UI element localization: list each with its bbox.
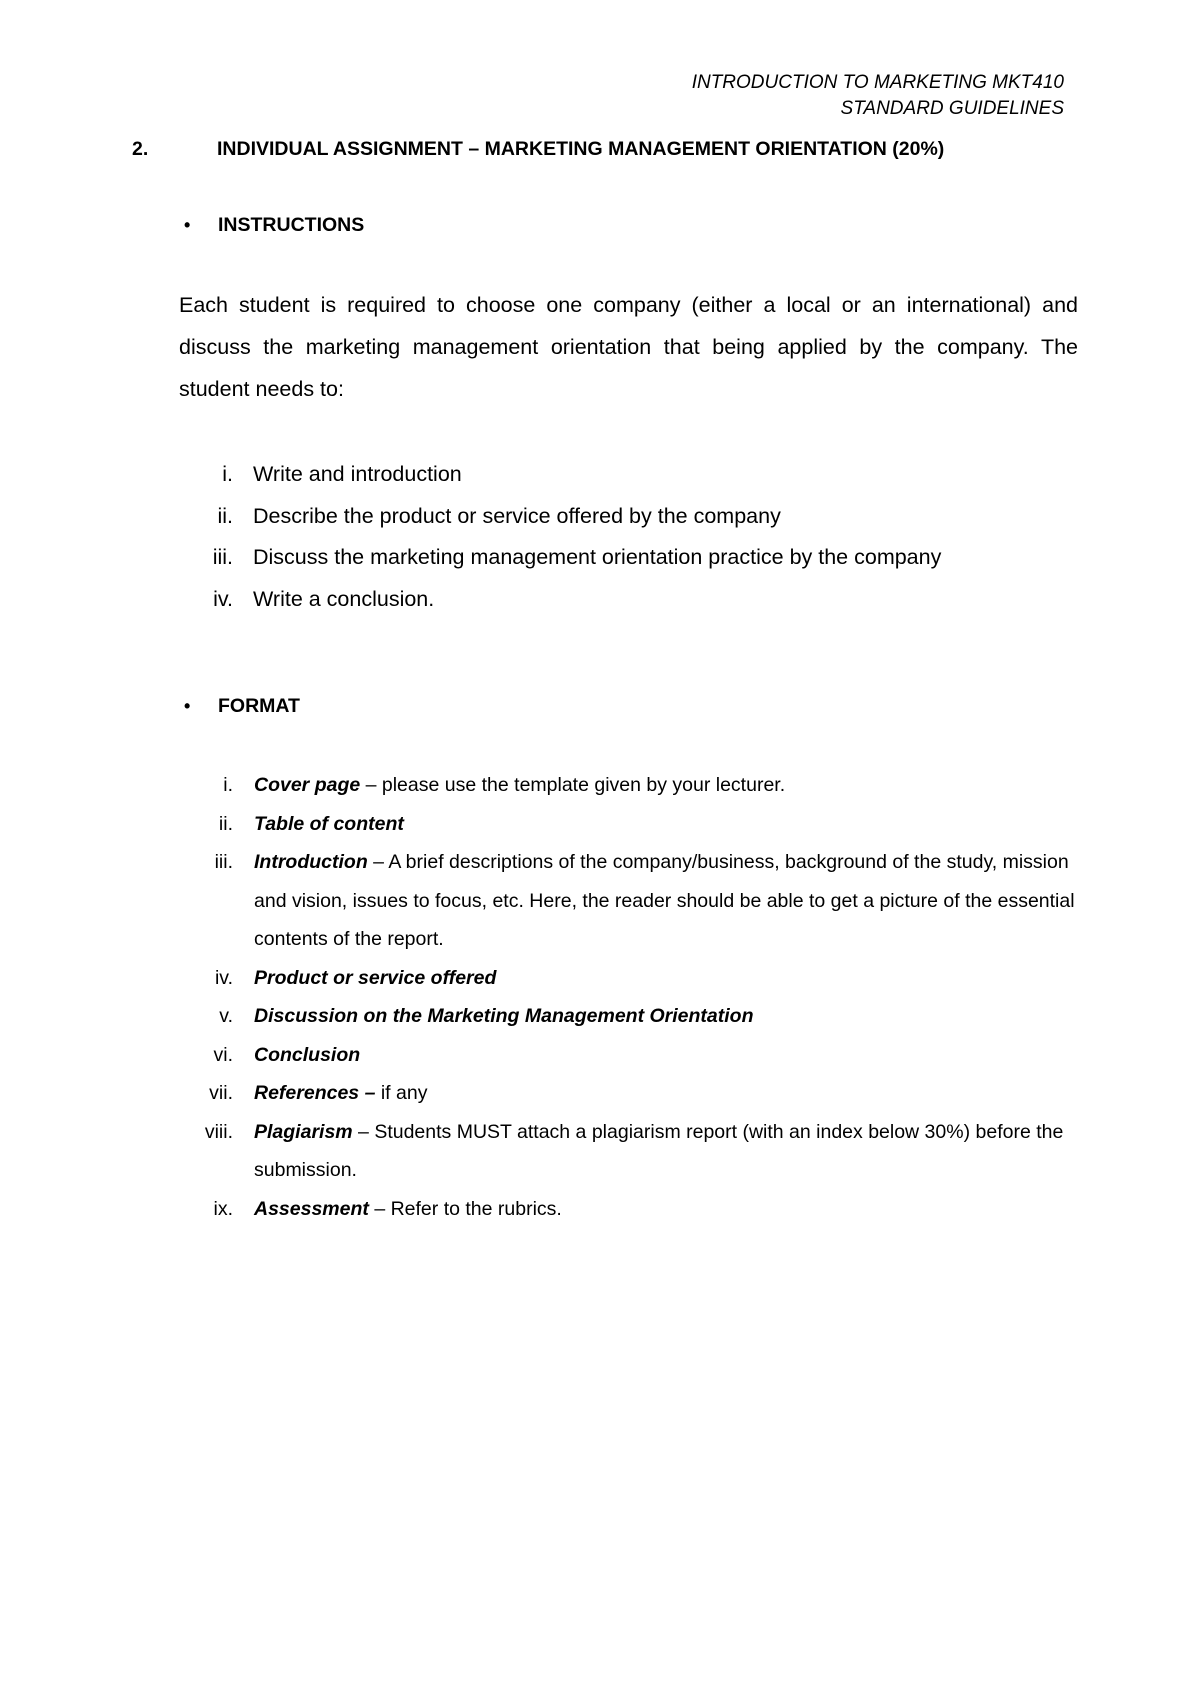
list-item <box>180 496 941 538</box>
list-marker: ii. <box>217 503 233 528</box>
instructions-heading-text: INSTRUCTIONS <box>218 214 365 236</box>
list-item-text: Describe the product or service offered by the company <box>253 503 781 528</box>
list-item-text: Write a conclusion. <box>253 586 435 611</box>
list-marker: iv. <box>214 966 233 989</box>
list-marker: iii. <box>214 851 233 873</box>
list-item <box>180 454 941 496</box>
list-item <box>180 537 941 579</box>
list-marker: vi. <box>213 1043 233 1066</box>
format-item-text: – Students MUST attach a plagiarism report (with an index below 30%) before the submission. <box>254 1120 1064 1181</box>
header-subtitle: STANDARD GUIDELINES <box>840 98 1064 119</box>
format-item-label: Conclusion <box>254 1043 361 1066</box>
format-item-label: References – <box>254 1082 376 1104</box>
list-item-text: Write and introduction <box>253 462 462 486</box>
format-item-label: Table of content <box>254 812 404 835</box>
format-item-label: Plagiarism <box>254 1120 353 1143</box>
list-marker: ix. <box>213 1197 233 1220</box>
section-title-text: INDIVIDUAL ASSIGNMENT – MARKETING MANAGEMENT ORIENTATION (20%) <box>217 138 945 160</box>
list-marker: iii. <box>212 545 233 569</box>
list-marker: i. <box>223 774 233 796</box>
format-item-text: – please use the template given by your lecturer. <box>360 774 786 796</box>
list-marker: viii. <box>204 1120 233 1143</box>
format-item-label: Discussion on the Marketing Management Orientation <box>254 1005 754 1027</box>
list-item <box>180 766 1090 805</box>
list-item <box>180 579 941 621</box>
instructions-heading <box>184 214 364 237</box>
format-item-label: Introduction <box>254 851 368 873</box>
list-marker: v. <box>219 1005 233 1027</box>
page-header <box>692 70 1064 122</box>
format-heading <box>184 695 300 718</box>
list-item <box>180 1036 1090 1075</box>
list-marker: iv. <box>213 586 233 611</box>
instructions-paragraph: Each student is required to choose one company (either a local or an international) and discuss the marketing management orientation that being applied by the company. The student needs to: <box>179 293 1078 401</box>
list-item <box>180 1113 1090 1190</box>
bullet-icon: • <box>184 215 191 235</box>
list-marker: i. <box>222 462 233 486</box>
section-title <box>132 138 944 161</box>
list-item <box>180 959 1090 998</box>
format-item-label: Cover page <box>254 774 361 796</box>
format-list <box>180 766 1090 1228</box>
list-item-text: Discuss the marketing management orientation practice by the company <box>253 545 942 569</box>
list-item <box>180 843 1090 959</box>
format-item-label: Assessment <box>254 1197 369 1220</box>
format-item-text: – A brief descriptions of the company/business, background of the study, mission and vision, issues to focus, etc. Here, the reader should be able to get a picture of the essential contents of the report. <box>254 851 1075 950</box>
format-item-text: – Refer to the rubrics. <box>368 1197 562 1220</box>
bullet-icon: • <box>184 696 191 716</box>
task-list <box>180 454 941 620</box>
header-course-title: INTRODUCTION TO MARKETING MKT410 <box>691 72 1064 93</box>
section-number: 2. <box>132 138 149 160</box>
format-item-text: if any <box>375 1082 428 1104</box>
list-item <box>180 1074 1090 1113</box>
list-item <box>180 805 1090 844</box>
format-heading-text: FORMAT <box>218 695 300 717</box>
list-item <box>180 997 1090 1036</box>
format-item-label: Product or service offered <box>254 966 497 989</box>
list-marker: ii. <box>218 812 233 835</box>
list-marker: vii. <box>209 1082 233 1104</box>
list-item <box>180 1190 1090 1229</box>
